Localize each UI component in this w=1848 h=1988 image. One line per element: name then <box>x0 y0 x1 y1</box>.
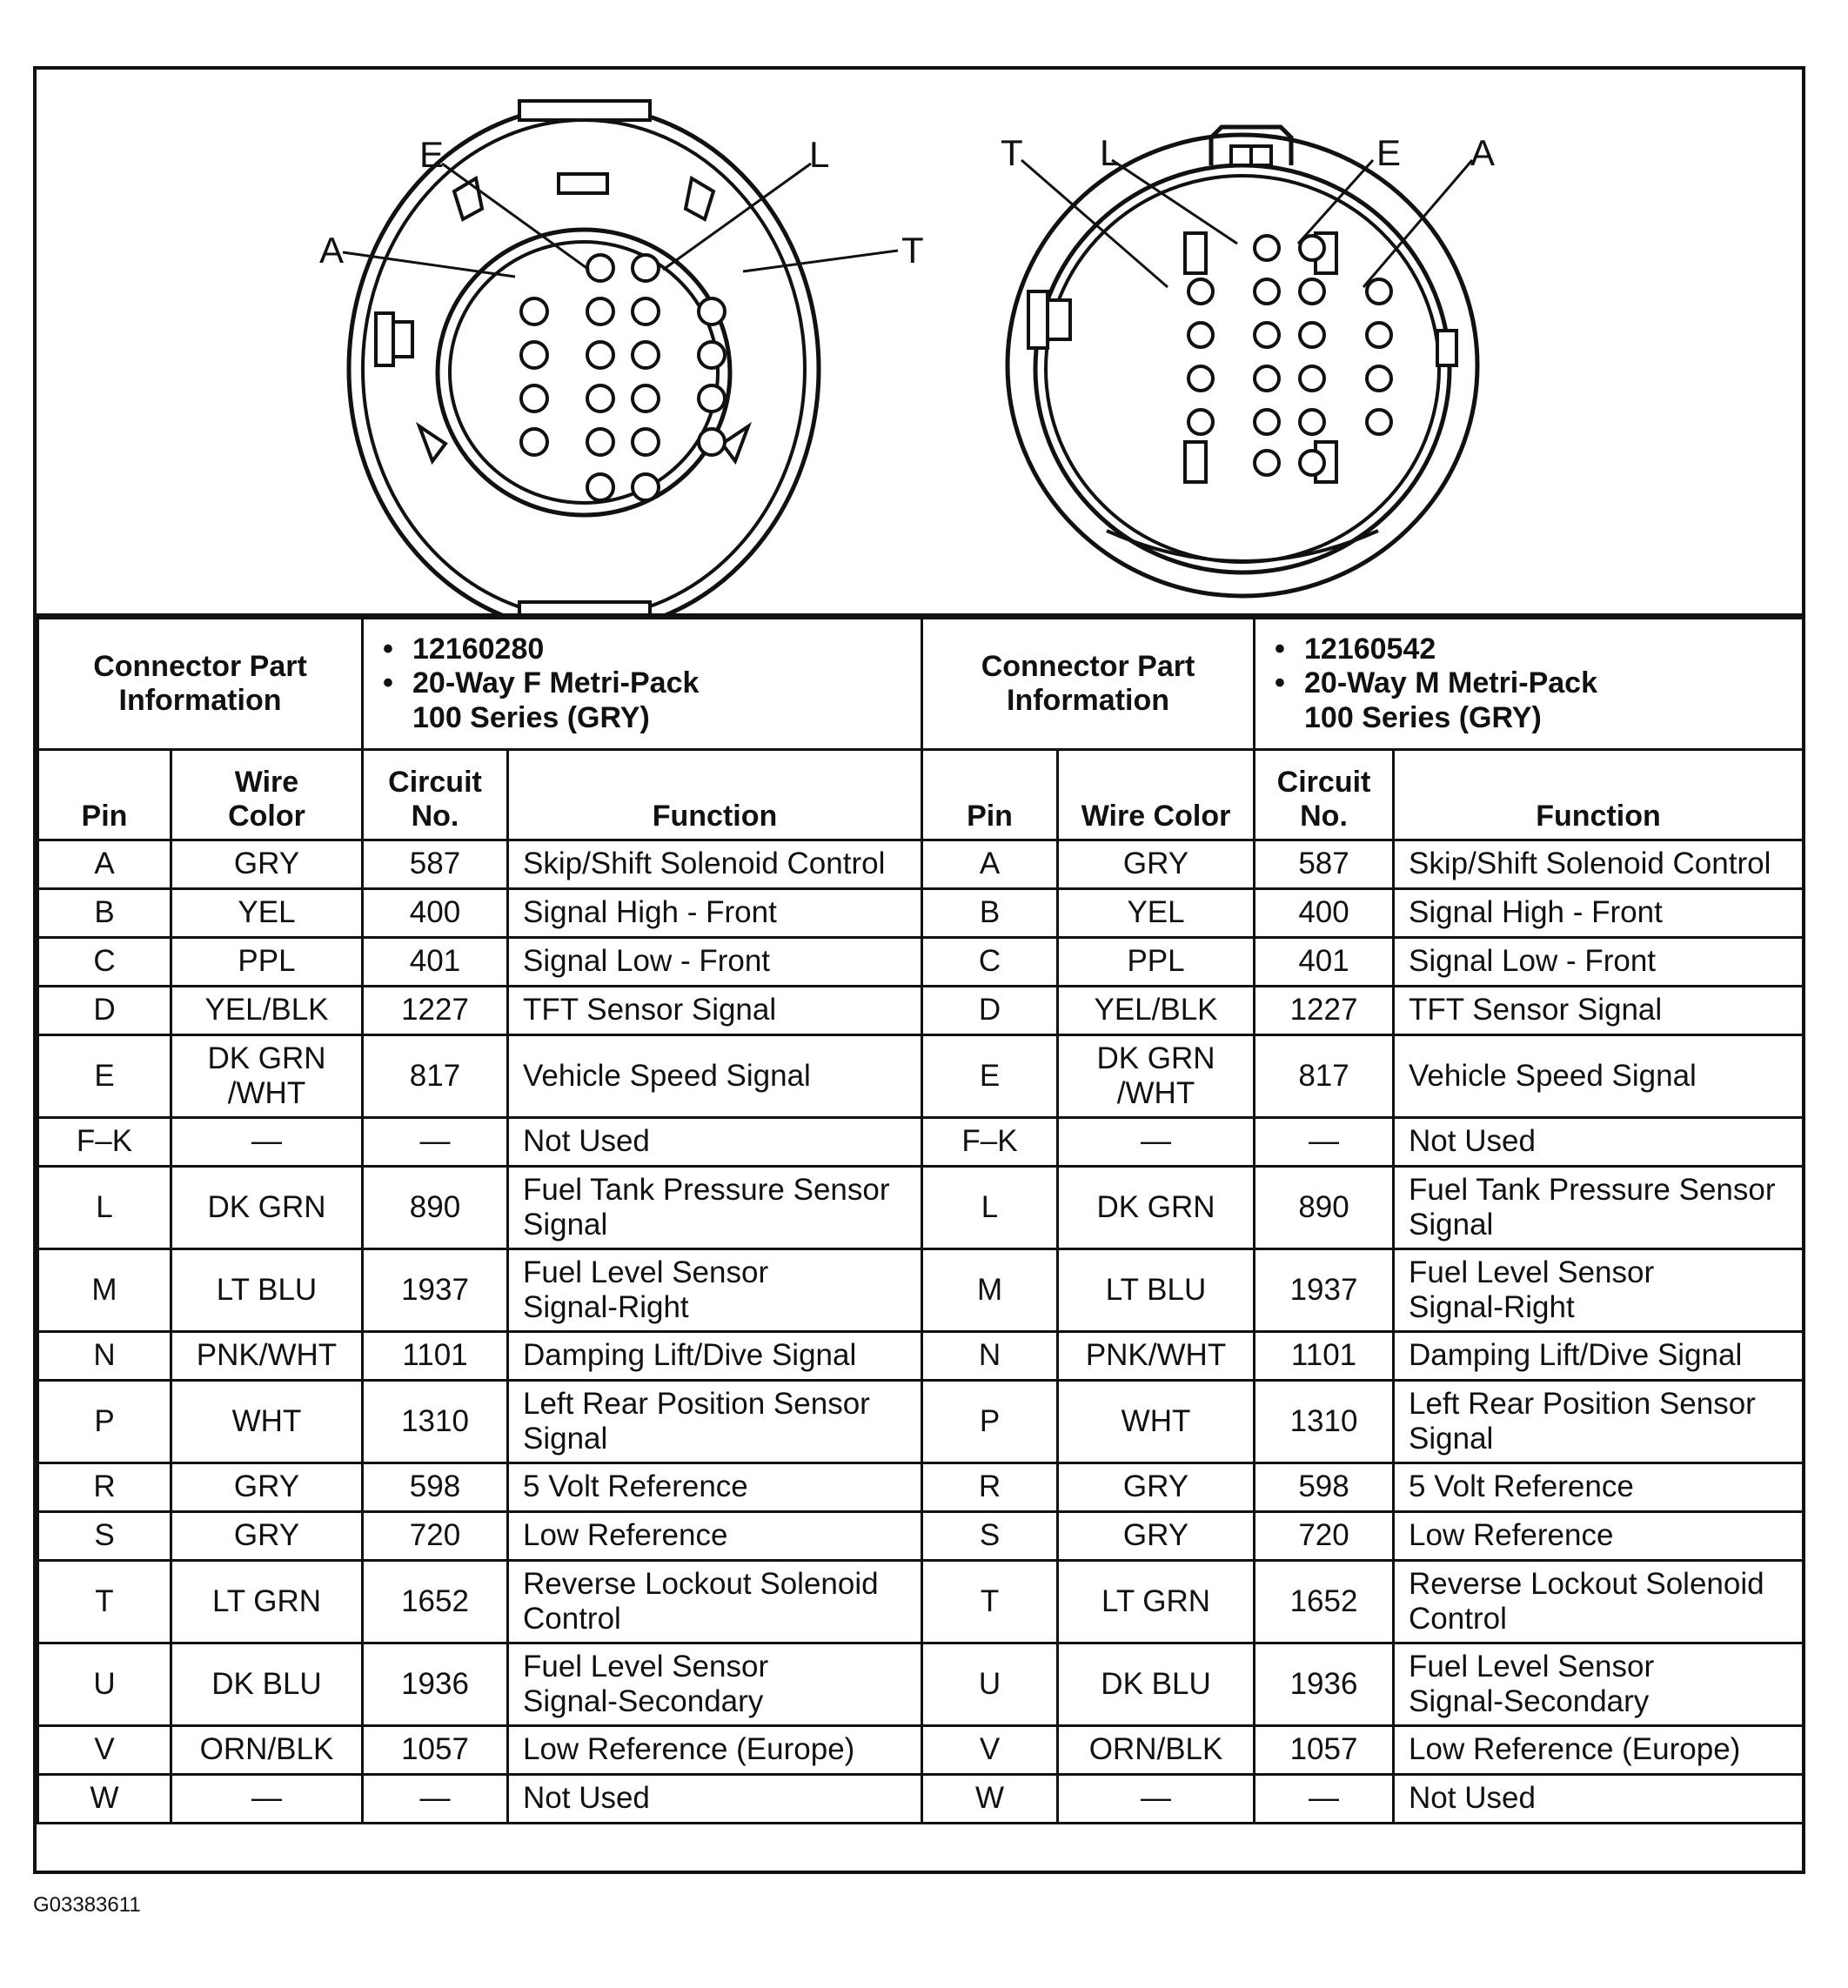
circuit-cell-left: 598 <box>363 1463 508 1512</box>
pin-cell-right: W <box>922 1775 1058 1824</box>
pin-cell-left: L <box>38 1167 171 1249</box>
male-pin <box>1255 410 1279 434</box>
female-connector-face <box>349 101 819 613</box>
circuit-cell-left: 1227 <box>363 987 508 1035</box>
circuit-cell-right: — <box>1255 1775 1394 1824</box>
male-pin <box>1255 236 1279 260</box>
wire-color-cell-left: PPL <box>171 938 363 987</box>
wire-color-cell-left: DK GRN <box>171 1167 363 1249</box>
circuit-cell-left: 1310 <box>363 1381 508 1463</box>
wire-color-cell-left: — <box>171 1118 363 1167</box>
right-pin-label-l: L <box>1100 132 1121 173</box>
male-pin <box>1255 451 1279 475</box>
female-pin-socket <box>699 429 725 455</box>
pin-cell-left: S <box>38 1512 171 1561</box>
circuit-cell-right: 1227 <box>1255 987 1394 1035</box>
pin-cell-left: M <box>38 1249 171 1332</box>
function-cell-left: Not Used <box>508 1118 922 1167</box>
function-cell-left: Fuel Level Sensor Signal-Right <box>508 1249 922 1332</box>
left-pin-label-t: T <box>901 230 924 271</box>
pin-cell-right: P <box>922 1381 1058 1463</box>
wire-color-cell-left: YEL <box>171 889 363 938</box>
pin-cell-left: W <box>38 1775 171 1824</box>
wire-color-cell-left: DK GRN /WHT <box>171 1035 363 1118</box>
function-cell-right: Fuel Level Sensor Signal-Right <box>1394 1249 1804 1332</box>
male-connector-face <box>1008 127 1477 596</box>
connector-info-label-left: Connector Part Information <box>38 619 363 750</box>
left-pin-label-a: A <box>319 230 345 271</box>
pin-cell-left: A <box>38 840 171 889</box>
female-pin-socket <box>633 342 659 368</box>
circuit-cell-left: 1057 <box>363 1726 508 1775</box>
wire-color-cell-left: YEL/BLK <box>171 987 363 1035</box>
function-cell-left: Left Rear Position Sensor Signal <box>508 1381 922 1463</box>
female-pin-socket <box>521 298 547 325</box>
wire-color-cell-right: DK GRN <box>1058 1167 1255 1249</box>
circuit-cell-right: 400 <box>1255 889 1394 938</box>
pin-cell-left: B <box>38 889 171 938</box>
pin-cell-right: A <box>922 840 1058 889</box>
pin-cell-right: T <box>922 1561 1058 1643</box>
right-pin-label-t: T <box>1001 132 1023 173</box>
table-row <box>38 1775 1804 1824</box>
pin-cell-right: F–K <box>922 1118 1058 1167</box>
female-pin-socket <box>633 298 659 325</box>
table-header-row <box>38 750 1804 840</box>
circuit-cell-right: 1937 <box>1255 1249 1394 1332</box>
pin-cell-left: R <box>38 1463 171 1512</box>
connector-info-row <box>38 619 1804 750</box>
description-right: • 20-Way M Metri-Pack <box>1304 666 1795 700</box>
circuit-cell-left: 1937 <box>363 1249 508 1332</box>
function-cell-right: Low Reference (Europe) <box>1394 1726 1804 1775</box>
pin-cell-right: U <box>922 1643 1058 1726</box>
function-cell-left: 5 Volt Reference <box>508 1463 922 1512</box>
pin-cell-right: E <box>922 1035 1058 1118</box>
circuit-cell-left: 1652 <box>363 1561 508 1643</box>
circuit-cell-left: 1936 <box>363 1643 508 1726</box>
female-pin-socket <box>587 342 613 368</box>
table-row <box>38 1332 1804 1381</box>
description-right-cont: 100 Series (GRY) <box>1304 700 1542 734</box>
male-pin <box>1255 323 1279 347</box>
left-pin-label-e: E <box>419 134 445 175</box>
male-pin <box>1300 323 1324 347</box>
female-pin-socket <box>587 429 613 455</box>
connector-diagrams <box>37 70 1802 613</box>
connector-diagram-area <box>37 70 1802 617</box>
circuit-cell-right: 401 <box>1255 938 1394 987</box>
pin-cell-left: C <box>38 938 171 987</box>
function-cell-left: Skip/Shift Solenoid Control <box>508 840 922 889</box>
function-cell-right: Damping Lift/Dive Signal <box>1394 1332 1804 1381</box>
header-function-left: Function <box>508 750 922 840</box>
male-pin <box>1367 366 1391 391</box>
part-number-right: • 12160542 <box>1304 633 1795 666</box>
connector-info-details-left <box>363 619 922 750</box>
right-pin-label-e: E <box>1376 132 1402 173</box>
pin-cell-left: U <box>38 1643 171 1726</box>
circuit-cell-right: 1057 <box>1255 1726 1394 1775</box>
header-wire-color-left: Wire Color <box>171 750 363 840</box>
wire-color-cell-right: GRY <box>1058 840 1255 889</box>
pin-cell-right: N <box>922 1332 1058 1381</box>
female-pin-socket <box>587 255 613 281</box>
wire-color-cell-right: WHT <box>1058 1381 1255 1463</box>
wire-color-cell-left: GRY <box>171 1512 363 1561</box>
wire-color-cell-left: PNK/WHT <box>171 1332 363 1381</box>
description-left: • 20-Way F Metri-Pack <box>412 666 914 700</box>
pin-cell-right: V <box>922 1726 1058 1775</box>
female-pin-socket <box>633 474 659 500</box>
male-pin <box>1300 279 1324 304</box>
connector-info-label-right: Connector Part Information <box>922 619 1255 750</box>
function-cell-left: Damping Lift/Dive Signal <box>508 1332 922 1381</box>
female-pin-socket <box>521 342 547 368</box>
function-cell-left: Low Reference <box>508 1512 922 1561</box>
circuit-cell-left: — <box>363 1118 508 1167</box>
male-pin <box>1367 279 1391 304</box>
pin-cell-left: P <box>38 1381 171 1463</box>
pin-cell-left: E <box>38 1035 171 1118</box>
table-row <box>38 1512 1804 1561</box>
circuit-cell-right: 1101 <box>1255 1332 1394 1381</box>
table-row <box>38 1643 1804 1726</box>
header-circuit-left: Circuit No. <box>363 750 508 840</box>
circuit-cell-left: — <box>363 1775 508 1824</box>
wire-color-cell-right: — <box>1058 1775 1255 1824</box>
circuit-cell-right: 890 <box>1255 1167 1394 1249</box>
wire-color-cell-right: PPL <box>1058 938 1255 987</box>
function-cell-right: Left Rear Position Sensor Signal <box>1394 1381 1804 1463</box>
circuit-cell-left: 587 <box>363 840 508 889</box>
header-circuit-right: Circuit No. <box>1255 750 1394 840</box>
circuit-cell-right: 1310 <box>1255 1381 1394 1463</box>
function-cell-left: Signal Low - Front <box>508 938 922 987</box>
function-cell-left: TFT Sensor Signal <box>508 987 922 1035</box>
table-row <box>38 1249 1804 1332</box>
male-pin <box>1367 410 1391 434</box>
pin-cell-right: R <box>922 1463 1058 1512</box>
wire-color-cell-right: YEL <box>1058 889 1255 938</box>
connector-pinout-table <box>37 617 1804 1824</box>
pin-cell-left: V <box>38 1726 171 1775</box>
male-pin <box>1300 366 1324 391</box>
function-cell-right: Fuel Tank Pressure Sensor Signal <box>1394 1167 1804 1249</box>
wire-color-cell-left: WHT <box>171 1381 363 1463</box>
wire-color-cell-right: ORN/BLK <box>1058 1726 1255 1775</box>
header-pin-left: Pin <box>38 750 171 840</box>
table-row <box>38 1035 1804 1118</box>
table-row <box>38 1381 1804 1463</box>
header-pin-right: Pin <box>922 750 1058 840</box>
table-row <box>38 938 1804 987</box>
function-cell-left: Low Reference (Europe) <box>508 1726 922 1775</box>
header-wire-color-right: Wire Color <box>1058 750 1255 840</box>
function-cell-left: Not Used <box>508 1775 922 1824</box>
function-cell-left: Fuel Level Sensor Signal-Secondary <box>508 1643 922 1726</box>
wire-color-cell-right: LT GRN <box>1058 1561 1255 1643</box>
wire-color-cell-left: LT GRN <box>171 1561 363 1643</box>
table-row <box>38 889 1804 938</box>
wire-color-cell-right: PNK/WHT <box>1058 1332 1255 1381</box>
circuit-cell-right: — <box>1255 1118 1394 1167</box>
table-row <box>38 1561 1804 1643</box>
wire-color-cell-left: LT BLU <box>171 1249 363 1332</box>
female-pin-socket <box>521 385 547 412</box>
pin-cell-right: L <box>922 1167 1058 1249</box>
circuit-cell-right: 720 <box>1255 1512 1394 1561</box>
wire-color-cell-right: — <box>1058 1118 1255 1167</box>
wire-color-cell-right: YEL/BLK <box>1058 987 1255 1035</box>
wire-color-cell-right: DK BLU <box>1058 1643 1255 1726</box>
function-cell-right: 5 Volt Reference <box>1394 1463 1804 1512</box>
male-pin <box>1188 366 1213 391</box>
female-pin-socket <box>699 298 725 325</box>
male-pin <box>1188 323 1213 347</box>
wire-color-cell-left: GRY <box>171 1463 363 1512</box>
pin-cell-left: N <box>38 1332 171 1381</box>
wire-color-cell-right: DK GRN /WHT <box>1058 1035 1255 1118</box>
function-cell-right: Signal Low - Front <box>1394 938 1804 987</box>
pin-cell-left: T <box>38 1561 171 1643</box>
circuit-cell-left: 400 <box>363 889 508 938</box>
circuit-cell-left: 817 <box>363 1035 508 1118</box>
function-cell-right: TFT Sensor Signal <box>1394 987 1804 1035</box>
pin-cell-right: D <box>922 987 1058 1035</box>
table-row <box>38 1118 1804 1167</box>
female-pin-socket <box>633 255 659 281</box>
function-cell-right: Not Used <box>1394 1118 1804 1167</box>
pin-cell-right: M <box>922 1249 1058 1332</box>
circuit-cell-left: 401 <box>363 938 508 987</box>
function-cell-left: Reverse Lockout Solenoid Control <box>508 1561 922 1643</box>
male-pin <box>1255 366 1279 391</box>
function-cell-left: Vehicle Speed Signal <box>508 1035 922 1118</box>
wire-color-cell-right: GRY <box>1058 1463 1255 1512</box>
pin-cell-right: S <box>922 1512 1058 1561</box>
function-cell-right: Reverse Lockout Solenoid Control <box>1394 1561 1804 1643</box>
wire-color-cell-left: — <box>171 1775 363 1824</box>
circuit-cell-right: 587 <box>1255 840 1394 889</box>
male-pin <box>1300 451 1324 475</box>
pin-cell-left: D <box>38 987 171 1035</box>
circuit-cell-right: 1652 <box>1255 1561 1394 1643</box>
circuit-cell-right: 1936 <box>1255 1643 1394 1726</box>
description-left-cont: 100 Series (GRY) <box>412 700 650 734</box>
wire-color-cell-left: GRY <box>171 840 363 889</box>
function-cell-right: Not Used <box>1394 1775 1804 1824</box>
part-number-left: • 12160280 <box>412 633 914 666</box>
right-pin-label-a: A <box>1470 132 1496 173</box>
female-pin-socket <box>699 342 725 368</box>
pin-cell-right: C <box>922 938 1058 987</box>
figure-id-caption: G03383611 <box>33 1893 141 1917</box>
wire-color-cell-left: ORN/BLK <box>171 1726 363 1775</box>
male-connector-pins <box>1188 236 1391 475</box>
table-row <box>38 1726 1804 1775</box>
circuit-cell-left: 1101 <box>363 1332 508 1381</box>
function-cell-left: Fuel Tank Pressure Sensor Signal <box>508 1167 922 1249</box>
function-cell-right: Vehicle Speed Signal <box>1394 1035 1804 1118</box>
table-row <box>38 1463 1804 1512</box>
table-row <box>38 987 1804 1035</box>
male-pin <box>1188 279 1213 304</box>
wire-color-cell-right: GRY <box>1058 1512 1255 1561</box>
table-row <box>38 1167 1804 1249</box>
left-pin-label-l: L <box>809 134 830 175</box>
function-cell-right: Skip/Shift Solenoid Control <box>1394 840 1804 889</box>
function-cell-right: Low Reference <box>1394 1512 1804 1561</box>
pin-cell-left: F–K <box>38 1118 171 1167</box>
female-pin-socket <box>699 385 725 412</box>
female-pin-socket <box>587 385 613 412</box>
male-pin <box>1300 410 1324 434</box>
female-pin-socket <box>633 385 659 412</box>
wire-color-cell-left: DK BLU <box>171 1643 363 1726</box>
male-pin <box>1255 279 1279 304</box>
female-pin-socket <box>521 429 547 455</box>
male-pin <box>1367 323 1391 347</box>
circuit-cell-left: 720 <box>363 1512 508 1561</box>
table-row <box>38 840 1804 889</box>
pin-cell-right: B <box>922 889 1058 938</box>
female-pin-socket <box>633 429 659 455</box>
circuit-cell-right: 598 <box>1255 1463 1394 1512</box>
function-cell-right: Signal High - Front <box>1394 889 1804 938</box>
female-pin-socket <box>587 474 613 500</box>
function-cell-right: Fuel Level Sensor Signal-Secondary <box>1394 1643 1804 1726</box>
connector-info-details-right <box>1255 619 1804 750</box>
male-pin <box>1188 410 1213 434</box>
header-function-right: Function <box>1394 750 1804 840</box>
connector-chart-frame <box>33 66 1805 1874</box>
function-cell-left: Signal High - Front <box>508 889 922 938</box>
female-pin-socket <box>587 298 613 325</box>
circuit-cell-left: 890 <box>363 1167 508 1249</box>
circuit-cell-right: 817 <box>1255 1035 1394 1118</box>
wire-color-cell-right: LT BLU <box>1058 1249 1255 1332</box>
